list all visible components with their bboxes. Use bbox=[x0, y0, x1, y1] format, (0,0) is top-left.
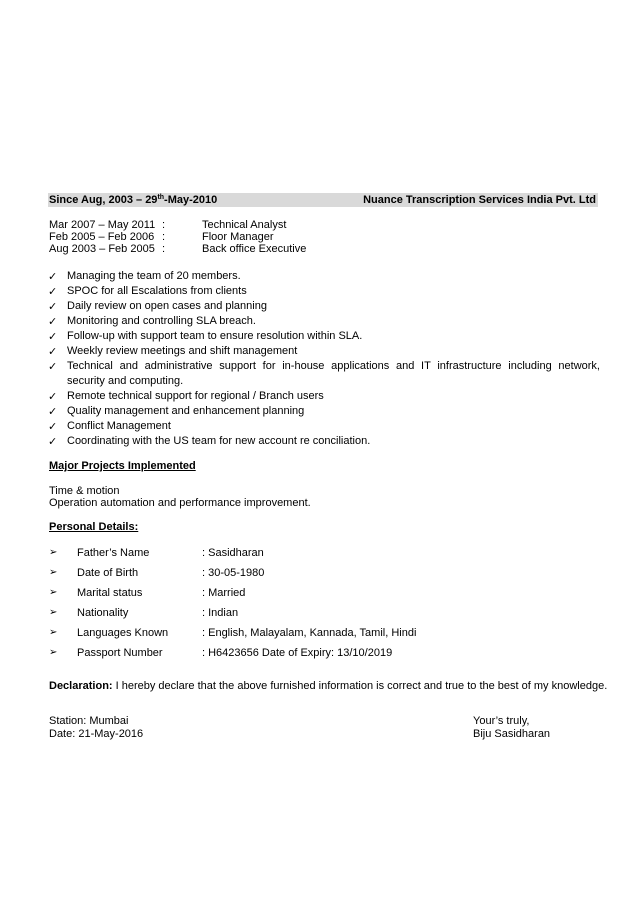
personal-detail-row bbox=[49, 546, 589, 560]
detail-value: : English, Malayalam, Kannada, Tamil, Hindi bbox=[202, 627, 417, 639]
footer-left bbox=[49, 715, 143, 741]
checkmark-icon: ✓ bbox=[48, 435, 58, 448]
detail-label: Nationality bbox=[77, 607, 129, 619]
role-title: Back office Executive bbox=[202, 243, 307, 255]
closing: Your’s truly, bbox=[473, 715, 530, 727]
duty-item: ✓ Follow-up with support team to ensure resolution within SLA. bbox=[48, 330, 363, 343]
experience-header-bar bbox=[48, 193, 598, 207]
role-period: Mar 2007 – May 2011 bbox=[49, 219, 156, 231]
duties-list bbox=[48, 269, 600, 449]
arrow-bullet-icon: ➢ bbox=[49, 567, 58, 578]
duty-item: ✓ SPOC for all Escalations from clients bbox=[48, 285, 247, 298]
projects-heading: Major Projects Implemented bbox=[49, 460, 196, 472]
duty-item: ✓ Managing the team of 20 members. bbox=[48, 270, 241, 283]
duty-item: ✓ Conflict Management bbox=[48, 420, 171, 433]
detail-value: : Sasidharan bbox=[202, 547, 264, 559]
detail-label: Date of Birth bbox=[77, 567, 139, 579]
detail-value: : 30-05-1980 bbox=[202, 567, 265, 579]
signatory-name: Biju Sasidharan bbox=[473, 728, 551, 740]
declaration-label: Declaration: bbox=[49, 680, 113, 692]
checkmark-icon: ✓ bbox=[48, 315, 58, 328]
role-row bbox=[49, 231, 449, 243]
personal-details-heading: Personal Details: bbox=[49, 521, 139, 533]
arrow-bullet-icon: ➢ bbox=[49, 587, 58, 598]
declaration bbox=[49, 680, 609, 692]
project-line: Time & motion bbox=[49, 485, 120, 497]
checkmark-icon: ✓ bbox=[48, 345, 58, 358]
duty-item: ✓ Remote technical support for regional / Branch users bbox=[48, 390, 324, 403]
detail-value: : Indian bbox=[202, 607, 239, 619]
detail-value: : Married bbox=[202, 587, 246, 599]
duty-item: ✓ Daily review on open cases and planning bbox=[48, 300, 267, 313]
role-period: Aug 2003 – Feb 2005 bbox=[49, 243, 155, 255]
detail-label: Languages Known bbox=[77, 627, 169, 639]
checkmark-icon: ✓ bbox=[48, 300, 58, 313]
personal-detail-row bbox=[49, 566, 589, 580]
duty-item: ✓ Coordinating with the US team for new account re conciliation. bbox=[48, 435, 371, 448]
personal-detail-row bbox=[49, 646, 589, 660]
checkmark-icon: ✓ bbox=[48, 390, 58, 403]
role-row bbox=[49, 219, 449, 231]
role-title: Technical Analyst bbox=[202, 219, 287, 231]
role-title: Floor Manager bbox=[202, 231, 274, 243]
detail-label: Passport Number bbox=[77, 647, 163, 659]
role-separator: : bbox=[162, 231, 166, 243]
company-name: Nuance Transcription Services India Pvt. Ltd bbox=[363, 194, 596, 206]
arrow-bullet-icon: ➢ bbox=[49, 547, 58, 558]
checkmark-icon: ✓ bbox=[48, 270, 58, 283]
checkmark-icon: ✓ bbox=[48, 330, 58, 343]
declaration-text: I hereby declare that the above furnished information is correct and true to the best of my knowledge. bbox=[112, 680, 608, 692]
footer-right bbox=[473, 715, 550, 741]
arrow-bullet-icon: ➢ bbox=[49, 647, 58, 658]
duty-item: ✓ Technical and administrative support for in-house applications and IT infrastructure including network, security and computing. bbox=[48, 360, 600, 387]
checkmark-icon: ✓ bbox=[48, 420, 58, 433]
project-line: Operation automation and performance improvement. bbox=[49, 497, 311, 509]
checkmark-icon: ✓ bbox=[48, 360, 58, 373]
arrow-bullet-icon: ➢ bbox=[49, 607, 58, 618]
station: Station: Mumbai bbox=[49, 715, 129, 727]
role-separator: : bbox=[162, 243, 166, 255]
checkmark-icon: ✓ bbox=[48, 405, 58, 418]
detail-value: : H6423656 Date of Expiry: 13/10/2019 bbox=[202, 647, 393, 659]
arrow-bullet-icon: ➢ bbox=[49, 627, 58, 638]
detail-label: Father’s Name bbox=[77, 547, 150, 559]
experience-period: Since Aug, 2003 – 29th-May-2010 bbox=[49, 194, 218, 206]
duty-item: ✓ Quality management and enhancement planning bbox=[48, 405, 305, 418]
date: Date: 21-May-2016 bbox=[49, 728, 144, 740]
duty-item: ✓ Weekly review meetings and shift management bbox=[48, 345, 298, 358]
role-separator: : bbox=[162, 219, 166, 231]
duty-item: ✓ Monitoring and controlling SLA breach. bbox=[48, 315, 256, 328]
personal-detail-row bbox=[49, 606, 589, 620]
personal-detail-row bbox=[49, 586, 589, 600]
role-row bbox=[49, 243, 449, 255]
detail-label: Marital status bbox=[77, 587, 143, 599]
personal-detail-row bbox=[49, 626, 589, 640]
checkmark-icon: ✓ bbox=[48, 285, 58, 298]
roles-list bbox=[49, 219, 449, 255]
role-period: Feb 2005 – Feb 2006 bbox=[49, 231, 155, 243]
